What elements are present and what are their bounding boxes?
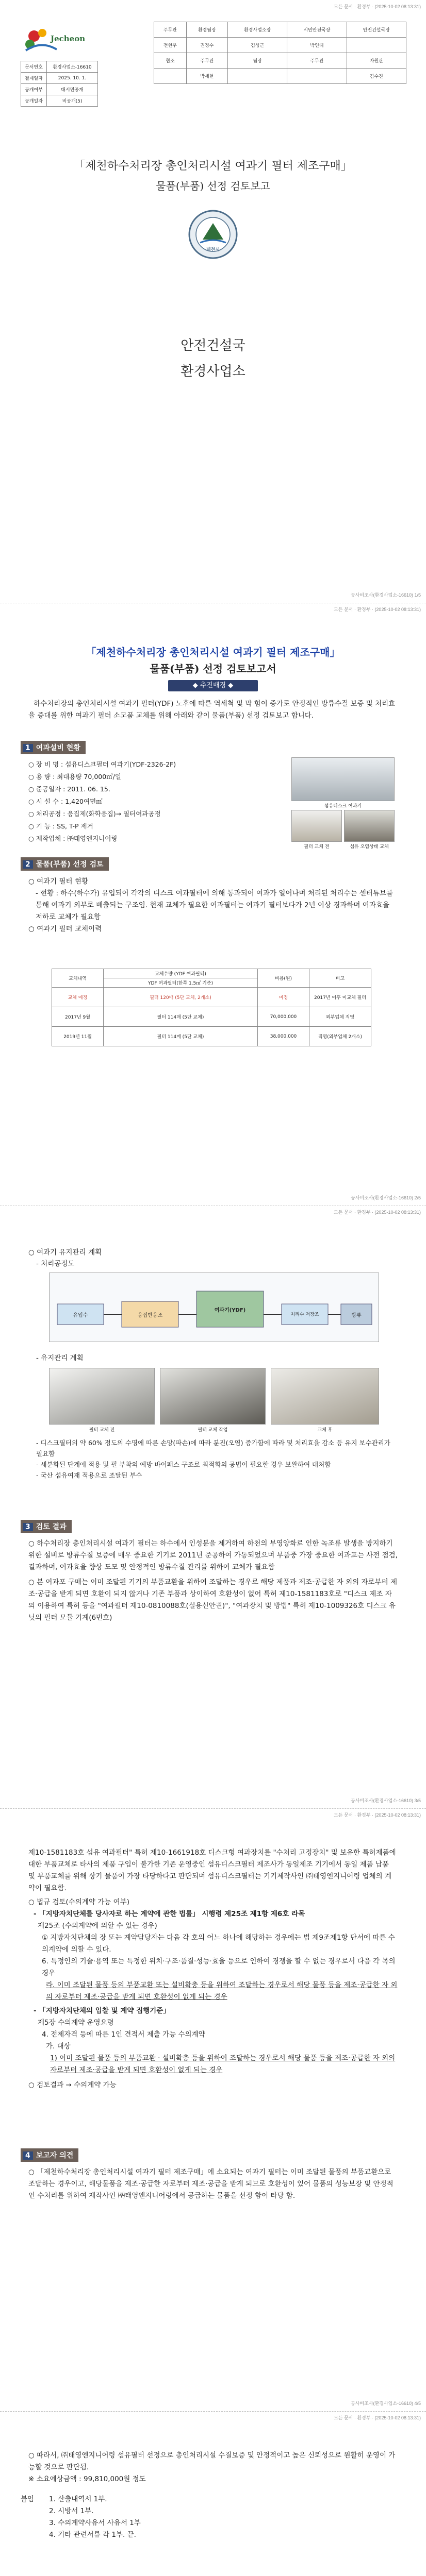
report-title-line1: 「제천하수처리장 총인처리시설 여과기 필터 제조구매」 (86, 646, 340, 658)
cooperation-signer: 박세현 (186, 69, 227, 84)
section-1-box (21, 741, 86, 754)
legal-paragraph: ① 지방자치단체의 장 또는 계약담당자는 다음 각 호의 어느 하나에 해당하는 경우에는 법 제9조제1항 단서에 따른 수의계약에 의할 수 있다. (42, 1934, 395, 1954)
history-cell: 2019년 11월 (52, 1027, 104, 1046)
history-cell: 미정 (258, 988, 309, 1007)
maintenance-photo-label: 필터 교체 전 (89, 1428, 115, 1433)
flow-node: 방류 (351, 1313, 362, 1318)
section-1-number: 1 (23, 744, 33, 752)
page-header-meta: 모든 문서 · 환경부 · (2025-10-02 08:13:31) (334, 607, 421, 612)
opinion-paragraph: ○ 「제천하수처리장 총인처리시설 여과기 필터 제조구매」에 소요되는 여과기 필터는 이미 조달된 물품의 부품교환으로 조달하는 경우이고, 해당물품을 제조·공급한 자로부터 제조·공급을 받게 되므로 호환성이 있어 물품의 성능보장 및 안정적인 수처리를 위하여 제작사인 ㈜태영엔지니어링에서 공급하는 물품을 선정 함이 타당 함. (28, 2168, 394, 2200)
intro-paragraph (28, 698, 398, 722)
facility-item: ○ 시 설 수 : 1,420여면㎡ (28, 798, 103, 805)
approval-signer (347, 38, 406, 53)
city-logo (21, 25, 98, 56)
section-3-heading (21, 1520, 72, 1533)
cooperation-role: 자원관 (347, 53, 406, 69)
history-col-header: 교체내역 (52, 969, 104, 988)
section-3-number: 3 (23, 1523, 33, 1531)
section-2-box (21, 857, 109, 871)
city-seal-icon (187, 209, 239, 260)
conclusion-paragraph (28, 2450, 398, 2485)
maintenance-photo-3 (271, 1368, 379, 1425)
section-2-item: ○ 여과기 필터 현황 (28, 877, 88, 886)
result-text (28, 1538, 398, 1624)
approval-role: 환경팀장 (186, 22, 227, 38)
legal-paragraph: 라. 이미 조달된 물품 등의 부품교환 또는 설비확충 등을 위하여 조달하는 경우로서 해당 물품 등을 제조·공급한 자 외의 자로부터 제조·공급을 받게 되면 호환성이 없게 되는 경우 (46, 1981, 398, 2001)
legal-paragraph: - 「지방자치단체의 입찰 및 계약 집행기준」 (34, 2007, 170, 2015)
history-cell: 필터 114매 (5단 교체) (104, 1027, 258, 1046)
attachment-item: 4. 기타 관련서류 각 1부. 끝. (49, 2531, 136, 2539)
approval-role: 환경사업소장 (227, 22, 287, 38)
info-key: 공개일자 (21, 95, 47, 107)
maintenance-note: - 국산 섬유여재 적용으로 조달된 부수 (36, 1471, 142, 1479)
approval-signer: 권정수 (186, 38, 227, 53)
history-cell: 2017년 9월 (52, 1007, 104, 1027)
facility-list (28, 758, 235, 845)
org-line2: 환경사업소 (181, 364, 245, 379)
section-1-heading (21, 741, 86, 754)
page-footer: 공사비조사(환경사업소-16610) 2/5 (351, 1195, 421, 1200)
org-line1: 안전건설국 (181, 338, 245, 353)
seal-label: 제천시 (206, 247, 220, 252)
legal-paragraph: ○ 법규 검토(수의계약 가능 여부) (28, 1898, 129, 1906)
history-sub-header: YDF 여과필터(한쪽 1.5㎡ 기준) (104, 978, 258, 988)
history-cell: 필터 120매 (5단 교체, 2개소) (104, 988, 258, 1007)
section-4-number: 4 (23, 2151, 33, 2160)
section-2-text (28, 876, 398, 935)
approval-role: 안전건설국장 (347, 22, 406, 38)
cover-page (0, 0, 426, 603)
city-seal (187, 209, 239, 260)
page-3 (0, 1206, 426, 1808)
section-2-number: 2 (23, 860, 33, 869)
facility-photo-caption: 섬유디스크 여과기 (324, 804, 362, 809)
maintenance-photo-2 (160, 1368, 266, 1425)
section-3-box (21, 1520, 72, 1533)
result-paragraph: ○ 하수처리장 총인처리시설 여과기 필터는 하수에서 인성분을 제거하여 하천의 부영양화로 인한 녹조류 발생을 방지하기 위한 설비로 방류수질 보증에 매우 중요한 기기로 2011년 준공하여 가동되었으며 부품중 가장 중요한 여과포는 사전 점검, 결과하며, 여과효율 향상 도모 및 안정적인 방류수질 관리를 위하여 교체가 필요함 (28, 1539, 398, 1571)
facility-photo-main (291, 757, 395, 801)
info-value: 2025. 10. 1. (47, 73, 98, 84)
intro-text: 하수처리장의 총인처리시설 여과기 필터(YDF) 노후에 따른 역세척 및 막 힘이 증가로 안정적인 방류수질 보증 및 처리효율 증대를 위한 여과기 필터 소모품 교체를 위해 아래와 같이 물품(부품) 선정 검토보고 합니다. (28, 700, 396, 720)
approval-signer: 전현우 (154, 38, 187, 53)
cover-title-line2: 물품(부품) 선정 검토보고 (156, 180, 270, 192)
legal-paragraph: - 「지방자치단체를 당사자로 하는 계약에 관한 법률」 시행령 제25조 제1항 제6호 라목 (34, 1910, 305, 1918)
attachment-item: 2. 시방서 1부. (49, 2507, 94, 2515)
section-4-title: 보고자 의견 (36, 2151, 74, 2160)
legal-paragraph: 4. 전제자격 등에 따른 1인 견적서 제출 가능 수의계약 (42, 2030, 205, 2039)
maintenance-photo-1 (49, 1368, 155, 1425)
history-cell: 70,000,000 (258, 1007, 309, 1027)
history-cell: 38,000,000 (258, 1027, 309, 1046)
info-value: 환경사업소-16610 (47, 61, 98, 73)
approval-role: 시민안전국장 (287, 22, 347, 38)
facility-item: ○ 장 비 명 : 섬유디스크필터 여과기(YDF-2326-2F) (28, 760, 176, 768)
process-diagram (49, 1273, 379, 1342)
cooperation-role: 주무관 (287, 53, 347, 69)
facility-item: ○ 제작업체 : ㈜태영엔지니어링 (28, 835, 118, 842)
photo-section-title: - 유지관리 계획 (36, 1354, 84, 1362)
facility-photo-caption-3: 섬유 오염상태 교체 (350, 844, 389, 850)
estimated-cost: ※ 소요예상금액 : 99,810,000원 정도 (28, 2475, 146, 2483)
maintenance-note: - 세분화된 단계에 적용 및 필 부착의 예방 바이패스 구조로 최적화의 공법이 필요한 경우 보완하여 대처함 (36, 1461, 331, 1468)
report-title-line2: 물품(부품) 선정 검토보고서 (150, 663, 276, 675)
cooperation-role: 주무관 (186, 53, 227, 69)
result-paragraph: ○ 본 여과포 구매는 이미 조달된 기기의 부품교환을 위하여 조달하는 경우로 해당 제품과 제조·공급한 자 외의 자로부터 제조·공급을 받게 되면 호환이 되지 않거나 기존 부품과 상이하여 호환성이 없어 특허 제10-1581183호로 "디스크 제조 자의 이용하여 특허 등을 "여과필터 제10-0810088호(실용신안권)", "여과장치 및 방법" 특허 제10-1009326호 디스크 유닛의 필터 모듈 기계(6번호) (28, 1578, 397, 1622)
legal-paragraph: 제25조 (수의계약에 의할 수 있는 경우) (38, 1922, 157, 1930)
flow-node: 응집반응조 (137, 1313, 163, 1318)
cooperation-signer (154, 69, 187, 84)
history-cell: 외부업체 직영 (309, 1007, 371, 1027)
review-conclusion: ○ 검토결과 → 수의계약 가능 (28, 2081, 117, 2089)
facility-item: ○ 용 량 : 최대용량 70,000㎥/일 (28, 773, 121, 781)
cooperation-signer (287, 69, 347, 84)
cooperation-role: 팀장 (227, 53, 287, 69)
history-col-header: 비고 (309, 969, 371, 988)
cooperation-role: 협조 (154, 53, 187, 69)
info-value: 대시민공개 (47, 84, 98, 95)
diagram-caption: ○ 여과기 유지관리 계획 (28, 1248, 102, 1257)
page-header-meta: 모든 문서 · 환경부 · (2025-10-02 08:13:31) (334, 1210, 421, 1215)
section-4-heading (21, 2148, 78, 2162)
maintenance-notes (36, 1437, 397, 1481)
history-cell: 교체 예정 (52, 988, 104, 1007)
opinion-text (28, 2166, 398, 2202)
attachment-item: 3. 수의계약사유서 사유서 1부 (49, 2519, 141, 2527)
flow-node: 처리수 저장조 (290, 1312, 319, 1317)
facility-item: ○ 준공일자 : 2011. 06. 15. (28, 785, 110, 793)
maintenance-photo-label: 필터 교체 작업 (198, 1428, 228, 1433)
legal-paragraph: 제10-1581183호 섬유 여과필터" 특허 제10-1661918호 디스크형 여과장치를 "수처리 고정장치" 및 보유한 특허제품에 대한 부품교체로 타사의 제품 구입이 불가한 기존 운영중인 섬유디스크필터 제조사가 동일제조 기기에서 동일 제품 납품 및 부품교체를 위해 상기 물품이 가장 타당하다고 판단되며 섬유디스크필터는 기기제작사인 ㈜태영엔지니어링 업체의 계약이 필요함. (28, 1849, 396, 1892)
legal-paragraph: 제5장 수의계약 운영요령 (38, 2019, 114, 2027)
history-cell: 필터 114매 (5단 교체) (104, 1007, 258, 1027)
report-info-table (21, 61, 98, 107)
history-table (52, 969, 371, 1046)
approval-table (154, 22, 406, 84)
maintenance-note: - 디스크필터의 약 60% 정도의 수명에 따른 손망(파손)에 따라 분진(오염) 증가함에 따라 및 처리효율 감소 등 유지 보수관리가 필요함 (36, 1439, 390, 1458)
cooperation-signer (227, 69, 287, 84)
approval-signer: 박연대 (287, 38, 347, 53)
page-5 (0, 2411, 426, 2576)
history-cell: 2017년 이후 미교체 필터 (309, 988, 371, 1007)
info-value: 비공개(5) (47, 95, 98, 107)
diagram-subcaption: - 처리공정도 (36, 1260, 75, 1268)
history-col-header: 비용(원) (258, 969, 309, 988)
info-key: 문서번호 (21, 61, 47, 73)
history-cell: 직영(외부업체 2개소) (309, 1027, 371, 1046)
attachment-item: 1. 산출내역서 1부. (49, 2495, 107, 2503)
document-header-meta: 모든 문서 · 환경부 · (2025-10-02 08:13:31) (334, 4, 421, 9)
section-3-title: 검토 결과 (36, 1523, 67, 1531)
page-footer: 공사비조사(환경사업소-16610) 1/5 (351, 592, 421, 598)
legal-paragraph: 가. 대상 (46, 2042, 71, 2050)
page-footer: 공사비조사(환경사업소-16610) 3/5 (351, 1798, 421, 1803)
flow-node: 유입수 (73, 1313, 88, 1318)
logo-wordmark: Jecheon (51, 34, 86, 43)
section-2-item: - 현황 : 하수(하수가) 유입되어 각각의 디스크 여과필터에 의해 통과되어 여과가 일어나며 처리된 처리수는 센터튜브를 통해 여과기 외부로 배출되는 구조임. 현재 교체가 필요한 여과필터는 여과기 필터보다가 2년 이상 경과하며 여과효율 저하로 교체가 필요함 (36, 889, 393, 921)
facility-photo-caption-2: 필터 교체 전 (304, 844, 330, 850)
section-1-title: 여과설비 현황 (36, 744, 80, 752)
section-2-title: 물품(부품) 선정 검토 (36, 860, 104, 869)
page-header-meta: 모든 문서 · 환경부 · (2025-10-02 08:13:31) (334, 2415, 421, 2420)
facility-item: ○ 처리공정 : 응집제(화학응집)→ 필터여과공정 (28, 810, 161, 818)
page-4 (0, 1808, 426, 2411)
legal-paragraph: 6. 특정인의 기술·용역 또는 특정한 위치·구조·품질·성능·효율 등으로 인하여 경쟁을 할 수 없는 경우로서 다음 각 목의 경우 (42, 1957, 396, 1977)
info-key: 공개여부 (21, 84, 47, 95)
facility-photo-after (344, 810, 395, 842)
section-2-item: ○ 여과기 필터 교체이력 (28, 925, 102, 933)
flow-node: 여과기(YDF) (214, 1308, 246, 1313)
page-2 (0, 603, 426, 1206)
facility-item: ○ 기 능 : SS, T-P 제거 (28, 822, 93, 830)
attachments-label: 붙임 (21, 2495, 35, 2503)
section-2-heading (21, 857, 109, 871)
cover-title-line1: 「제천하수처리장 총인처리시설 여과기 필터 제조구매」 (74, 160, 352, 173)
approval-signer: 김성근 (227, 38, 287, 53)
legal-review (28, 1847, 398, 2091)
cooperation-signer: 김수진 (347, 69, 406, 84)
history-col-header: 교체수량 (YDF 여과필터) (104, 969, 258, 978)
page-footer: 공사비조사(환경사업소-16610) 4/5 (351, 2401, 421, 2406)
background-banner: ◆ 추진배경 ◆ (168, 680, 258, 691)
page-header-meta: 모든 문서 · 환경부 · (2025-10-02 08:13:31) (334, 1812, 421, 1818)
legal-paragraph: 1) 이미 조달된 물품 등의 부품교환 · 설비확충 등을 위하여 조달하는 경우로서 해당 물품 등을 제조·공급한 자 외의 자로부터 제조·공급을 받게 되면 호환성이 없게 되는 경우 (50, 2054, 396, 2074)
info-key: 결재일자 (21, 73, 47, 84)
approval-role: 주무관 (154, 22, 187, 38)
conclusion-text: ○ 따라서, ㈜태영엔지니어링 섬유필터 선정으로 총인처리시설 수질보증 및 안정적이고 높은 신뢰성으로 원활히 운영이 가능할 것으로 판단됨. (28, 2451, 396, 2471)
maintenance-photo-label: 교체 후 (317, 1428, 333, 1433)
section-4-box (21, 2148, 78, 2162)
facility-photo-before (291, 810, 342, 842)
